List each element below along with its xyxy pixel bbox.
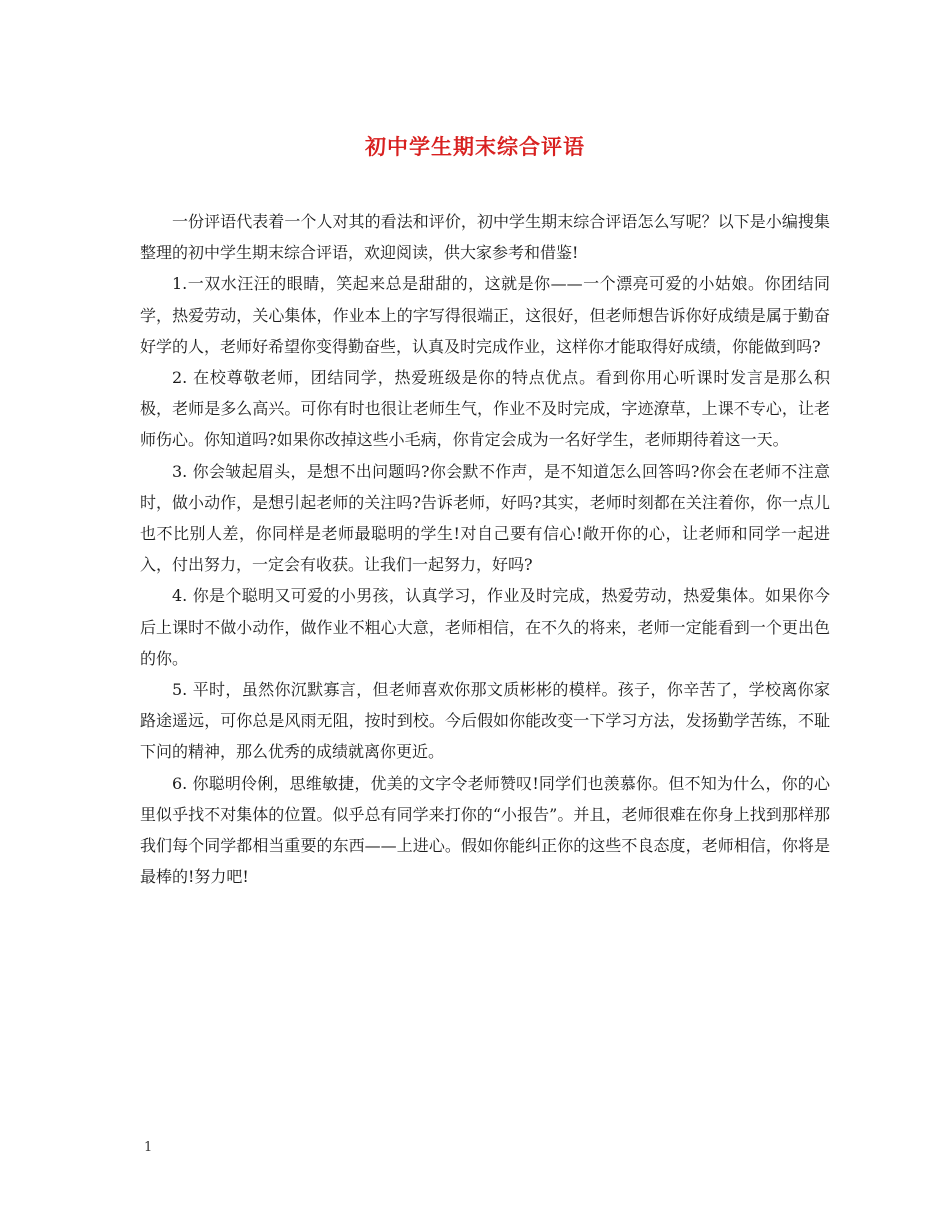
intro-paragraph: 一份评语代表着一个人对其的看法和评价，初中学生期末综合评语怎么写呢？以下是小编搜集整理的初中学生期末综合评语，欢迎阅读，供大家参考和借鉴! [140, 212, 830, 263]
document-title: 初中学生期末综合评语 [365, 134, 585, 159]
page-number: 1 [144, 1140, 153, 1155]
comment-paragraph-6: 6. 你聪明伶俐，思维敏捷，优美的文字令老师赞叹!同学们也羡慕你。但不知为什么，你的心里似乎找不对集体的位置。似乎总有同学来打你的“小报告”。并且，老师很难在你身上找到那样那我们每个同学都相当重要的东西——上进心。假如你能纠正你的这些不良态度，老师相信，你将是最棒的!努力吧! [140, 773, 830, 887]
comment-paragraph-1: 1.一双水汪汪的眼睛，笑起来总是甜甜的，这就是你——一个漂亮可爱的小姑娘。你团结同学，热爱劳动，关心集体，作业本上的字写得很端正，这很好，但老师想告诉你好成绩是属于勤奋好学的人，老师好希望你变得勤奋些，认真及时完成作业，这样你才能取得好成绩，你能做到吗? [140, 274, 830, 356]
comment-paragraph-5: 5. 平时，虽然你沉默寡言，但老师喜欢你那文质彬彬的模样。孩子，你辛苦了，学校离你家路途遥远，可你总是风雨无阻，按时到校。今后假如你能改变一下学习方法，发扬勤学苦练，不耻下问的精神，那么优秀的成绩就离你更近。 [140, 680, 830, 762]
comment-paragraph-4: 4. 你是个聪明又可爱的小男孩，认真学习，作业及时完成，热爱劳动，热爱集体。如果你今后上课时不做小动作，做作业不粗心大意，老师相信，在不久的将来，老师一定能看到一个更出色的你。 [140, 586, 830, 668]
comment-paragraph-3: 3. 你会皱起眉头，是想不出问题吗?你会默不作声，是不知道怎么回答吗?你会在老师不注意时，做小动作，是想引起老师的关注吗?告诉老师，好吗?其实，老师时刻都在关注着你，你一点儿也不比别人差，你同样是老师最聪明的学生!对自己要有信心!敞开你的心，让老师和同学一起进入，付出努力，一定会有收获。让我们一起努力，好吗? [140, 461, 830, 575]
comment-paragraph-2: 2. 在校尊敬老师，团结同学，热爱班级是你的特点优点。看到你用心听课时发言是那么积极，老师是多么高兴。可你有时也很让老师生气，作业不及时完成，字迹潦草，上课不专心，让老师伤心。你知道吗?如果你改掉这些小毛病，你肯定会成为一名好学生，老师期待着这一天。 [140, 368, 830, 450]
document-body [140, 206, 830, 892]
